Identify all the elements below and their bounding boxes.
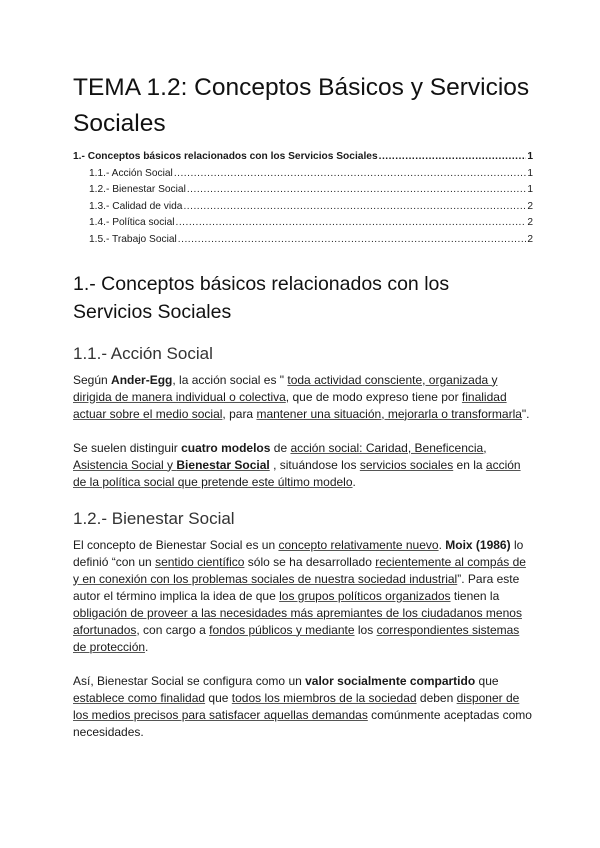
toc-entry[interactable] bbox=[73, 182, 533, 199]
section-heading: 1.- Conceptos básicos relacionados con los Servicios Sociales bbox=[73, 272, 450, 323]
text: , que de modo expreso tiene por bbox=[285, 389, 462, 404]
text: Se suelen distinguir bbox=[73, 440, 182, 455]
toc-entry-label: 1.5.- Trabajo Social bbox=[89, 233, 177, 245]
underlined-text: establece como finalidad bbox=[73, 690, 206, 705]
text: , para bbox=[222, 406, 257, 421]
underlined-text: todos los miembros de la sociedad bbox=[231, 690, 417, 705]
text: en la bbox=[453, 457, 486, 472]
toc-entry-page: 2 bbox=[527, 217, 533, 229]
bold-text: valor socialmente compartido bbox=[305, 673, 476, 688]
bold-text: Ander-Egg bbox=[111, 372, 173, 387]
toc-entry-page: 1 bbox=[527, 167, 533, 179]
text: que bbox=[205, 690, 232, 705]
subsection-heading-accion-social: 1.1.- Acción Social bbox=[73, 343, 213, 363]
underlined-text: correspondientes sistemas de protección bbox=[73, 622, 520, 654]
toc-entry[interactable] bbox=[73, 149, 533, 166]
toc-entry-label: 1.4.- Política social bbox=[89, 217, 175, 229]
toc-leader-dots bbox=[183, 199, 526, 216]
toc-entry-page: 2 bbox=[527, 233, 533, 245]
text: sólo se ha desarrollado bbox=[244, 554, 376, 569]
text: ”. Para este autor el término implica la idea de que bbox=[73, 571, 520, 603]
text: de bbox=[270, 440, 291, 455]
text: los bbox=[354, 622, 377, 637]
underlined-text: recientemente al compás de y en conexión con los problemas sociales de nuestra sociedad industrial bbox=[73, 554, 526, 586]
underlined-text: los grupos políticos organizados bbox=[279, 588, 451, 603]
underlined-text: finalidad actuar sobre el medio social bbox=[73, 389, 507, 421]
text: Así, Bienestar Social se configura como un bbox=[73, 673, 306, 688]
paragraph bbox=[73, 372, 533, 423]
text: deben bbox=[416, 690, 457, 705]
toc-leader-dots bbox=[174, 166, 527, 183]
toc-leader-dots bbox=[379, 149, 527, 166]
text: Según bbox=[73, 372, 112, 387]
underlined-text: concepto relativamente nuevo bbox=[278, 537, 439, 552]
text: , la acción social es " bbox=[172, 372, 288, 387]
text: , con cargo a bbox=[136, 622, 210, 637]
underlined-text: servicios sociales bbox=[359, 457, 454, 472]
toc-entry-label: 1.1.- Acción Social bbox=[89, 167, 173, 179]
toc-entry-label: 1.3.- Calidad de vida bbox=[89, 200, 183, 212]
toc-entry[interactable] bbox=[73, 199, 533, 216]
toc-entry[interactable] bbox=[73, 232, 533, 249]
toc-entry[interactable] bbox=[73, 166, 533, 183]
toc-entry-page: 1 bbox=[527, 184, 533, 196]
toc-entry-page: 1 bbox=[527, 151, 533, 162]
text: comúnmente aceptadas como necesidades. bbox=[73, 707, 532, 739]
text: tienen la bbox=[450, 588, 500, 603]
underlined-text: acción social: Caridad, Beneficencia, Asistencia Social y bbox=[73, 440, 487, 472]
document-title: TEMA 1.2: Conceptos Básicos y Servicios Sociales bbox=[73, 74, 530, 137]
bold-underlined-text: Bienestar Social bbox=[176, 457, 270, 472]
underlined-text: acción de la política social que pretende este último modelo bbox=[73, 457, 521, 489]
underlined-text: fondos públicos y mediante bbox=[209, 622, 355, 637]
bold-text: Moix (1986) bbox=[445, 537, 511, 552]
text: , situándose los bbox=[269, 457, 360, 472]
underlined-text: obligación de proveer a las necesidades más apremiantes de los ciudadanos menos afortunados bbox=[73, 605, 522, 637]
paragraph bbox=[73, 673, 533, 741]
underlined-text: mantener una situación, mejorarla o transformarla bbox=[256, 406, 522, 421]
text: . bbox=[145, 639, 149, 654]
toc-leader-dots bbox=[176, 215, 527, 232]
toc-leader-dots bbox=[187, 182, 526, 199]
paragraph bbox=[73, 537, 533, 656]
text: ". bbox=[521, 406, 530, 421]
paragraph bbox=[73, 440, 533, 491]
subsection-heading-bienestar-social: 1.2.- Bienestar Social bbox=[73, 508, 235, 528]
text: . bbox=[438, 537, 446, 552]
toc-entry-page: 2 bbox=[527, 200, 533, 212]
underlined-text: toda actividad consciente, organizada y dirigida de manera individual o colectiva bbox=[73, 372, 498, 404]
toc-entry[interactable] bbox=[73, 215, 533, 232]
toc-leader-dots bbox=[178, 232, 527, 249]
text: lo definió “con un bbox=[73, 537, 524, 569]
bold-text: cuatro modelos bbox=[181, 440, 271, 455]
toc-entry-label: 1.- Conceptos básicos relacionados con los Servicios Sociales bbox=[73, 151, 378, 162]
document-page bbox=[73, 70, 533, 741]
text: que bbox=[475, 673, 499, 688]
text: . bbox=[352, 474, 356, 489]
toc-entry-label: 1.2.- Bienestar Social bbox=[89, 184, 186, 196]
text: El concepto de Bienestar Social es un bbox=[73, 537, 279, 552]
underlined-text: disponer de los medios precisos para satisfacer aquellas demandas bbox=[73, 690, 520, 722]
underlined-text: sentido científico bbox=[155, 554, 245, 569]
table-of-contents bbox=[73, 149, 533, 249]
